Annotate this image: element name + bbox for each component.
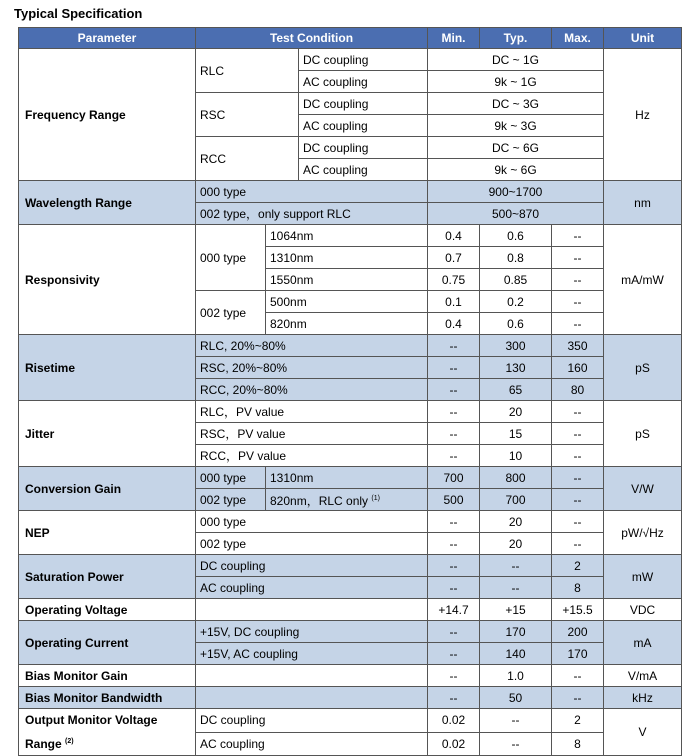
value-max: -- (552, 291, 604, 313)
cond-text: AC coupling (196, 577, 428, 599)
value-typ: 20 (480, 401, 552, 423)
value-range: DC ~ 1G (428, 49, 604, 71)
cond-000-type: 000 type (196, 225, 266, 291)
table-row (19, 511, 682, 533)
value-range: 500~870 (428, 203, 604, 225)
value-max: -- (552, 511, 604, 533)
unit-ps: pS (604, 401, 682, 467)
value-max: 170 (552, 643, 604, 665)
table-row (19, 621, 682, 643)
table-row (19, 665, 682, 687)
cond-rlc: RLC (196, 49, 299, 93)
value-min: 700 (428, 467, 480, 489)
value-max: 2 (552, 555, 604, 577)
cond-text: RLC，PV value (196, 401, 428, 423)
param-saturation-power: Saturation Power (19, 555, 196, 599)
value-range: 9k ~ 6G (428, 159, 604, 181)
cond-wavelength: 1064nm (266, 225, 428, 247)
value-max: -- (552, 423, 604, 445)
cond-ac-coupling: AC coupling (299, 159, 428, 181)
cond-wavelength: 820nm (266, 313, 428, 335)
header-test-condition: Test Condition (196, 28, 428, 49)
value-typ: 0.6 (480, 225, 552, 247)
unit-v-ma: V/mA (604, 665, 682, 687)
value-min: -- (428, 665, 480, 687)
param-bias-monitor-bandwidth: Bias Monitor Bandwidth (19, 687, 196, 709)
value-max: 160 (552, 357, 604, 379)
cond-wavelength-text: 820nm，RLC only (270, 493, 369, 508)
value-max: +15.5 (552, 599, 604, 621)
cond-wavelength: 1550nm (266, 269, 428, 291)
value-max: 8 (552, 577, 604, 599)
value-max: 350 (552, 335, 604, 357)
unit-ma: mA (604, 621, 682, 665)
value-min: -- (428, 335, 480, 357)
value-min: 0.1 (428, 291, 480, 313)
unit-v-w: V/W (604, 467, 682, 511)
spec-table (18, 27, 682, 756)
cond-wavelength: 1310nm (266, 467, 428, 489)
value-max: -- (552, 247, 604, 269)
value-typ: 10 (480, 445, 552, 467)
unit-nm: nm (604, 181, 682, 225)
cond-text: DC coupling (196, 555, 428, 577)
value-min: -- (428, 401, 480, 423)
cond-000-type: 000 type (196, 467, 266, 489)
cond-text (196, 599, 428, 621)
value-typ: -- (480, 709, 552, 733)
param-bias-monitor-gain: Bias Monitor Gain (19, 665, 196, 687)
value-typ: 130 (480, 357, 552, 379)
value-range: 9k ~ 1G (428, 71, 604, 93)
unit-vdc: VDC (604, 599, 682, 621)
value-min: 500 (428, 489, 480, 511)
value-min: -- (428, 621, 480, 643)
header-unit: Unit (604, 28, 682, 49)
value-max: -- (552, 269, 604, 291)
unit-ps: pS (604, 335, 682, 401)
cond-wavelength: 500nm (266, 291, 428, 313)
param-operating-voltage: Operating Voltage (19, 599, 196, 621)
value-max: 80 (552, 379, 604, 401)
unit-pw-rthz: pW/√Hz (604, 511, 682, 555)
value-max: 2 (552, 709, 604, 733)
cond-text (196, 665, 428, 687)
value-typ: 20 (480, 533, 552, 555)
footnote-mark: (2) (65, 738, 74, 745)
cond-text: 000 type (196, 511, 428, 533)
param-operating-current: Operating Current (19, 621, 196, 665)
value-typ: -- (480, 577, 552, 599)
table-row (19, 225, 682, 247)
value-typ: 0.85 (480, 269, 552, 291)
param-nep: NEP (19, 511, 196, 555)
value-min: 0.02 (428, 709, 480, 733)
footnote-mark: (1) (371, 494, 380, 502)
header-max: Max. (552, 28, 604, 49)
table-row (19, 555, 682, 577)
cond-text: RLC, 20%~80% (196, 335, 428, 357)
cond-text (196, 687, 428, 709)
param-conversion-gain: Conversion Gain (19, 467, 196, 511)
value-min: 0.7 (428, 247, 480, 269)
value-typ: -- (480, 555, 552, 577)
value-range: 900~1700 (428, 181, 604, 203)
cond-dc-coupling: DC coupling (299, 137, 428, 159)
value-typ: 800 (480, 467, 552, 489)
value-typ: 140 (480, 643, 552, 665)
cond-text: +15V, AC coupling (196, 643, 428, 665)
param-responsivity: Responsivity (19, 225, 196, 335)
value-min: 0.02 (428, 732, 480, 756)
value-typ: 50 (480, 687, 552, 709)
param-output-monitor-voltage-range (19, 709, 196, 756)
cond-wavelength (266, 489, 428, 511)
value-max: -- (552, 665, 604, 687)
param-wavelength-range: Wavelength Range (19, 181, 196, 225)
value-typ: 1.0 (480, 665, 552, 687)
value-min: -- (428, 555, 480, 577)
value-typ: 0.6 (480, 313, 552, 335)
unit-hz: Hz (604, 49, 682, 181)
value-typ: 170 (480, 621, 552, 643)
value-max: -- (552, 467, 604, 489)
param-name-text: Output Monitor Voltage Range (25, 713, 158, 751)
value-typ: 65 (480, 379, 552, 401)
value-min: 0.4 (428, 313, 480, 335)
table-row (19, 49, 682, 71)
value-range: DC ~ 3G (428, 93, 604, 115)
cond-wavelength: 1310nm (266, 247, 428, 269)
cond-000-type: 000 type (196, 181, 428, 203)
cond-text: 002 type (196, 533, 428, 555)
table-row (19, 335, 682, 357)
table-row (19, 401, 682, 423)
cond-text: +15V, DC coupling (196, 621, 428, 643)
unit-v: V (604, 709, 682, 756)
value-max: -- (552, 489, 604, 511)
value-typ: 300 (480, 335, 552, 357)
value-max: -- (552, 401, 604, 423)
value-min: -- (428, 423, 480, 445)
param-frequency-range: Frequency Range (19, 49, 196, 181)
value-typ: 0.2 (480, 291, 552, 313)
table-row (19, 687, 682, 709)
header-parameter: Parameter (19, 28, 196, 49)
cond-dc-coupling: DC coupling (299, 49, 428, 71)
cond-text: DC coupling (196, 709, 428, 733)
value-typ: +15 (480, 599, 552, 621)
header-min: Min. (428, 28, 480, 49)
cond-ac-coupling: AC coupling (299, 115, 428, 137)
value-min: -- (428, 511, 480, 533)
value-max: -- (552, 445, 604, 467)
value-min: 0.75 (428, 269, 480, 291)
table-row (19, 599, 682, 621)
value-typ: 0.8 (480, 247, 552, 269)
cond-text: RSC，PV value (196, 423, 428, 445)
value-max: -- (552, 225, 604, 247)
cond-rcc: RCC (196, 137, 299, 181)
cond-text: RCC, 20%~80% (196, 379, 428, 401)
cond-002-type: 002 type (196, 291, 266, 335)
value-min: -- (428, 643, 480, 665)
value-typ: 20 (480, 511, 552, 533)
table-row (19, 467, 682, 489)
value-min: +14.7 (428, 599, 480, 621)
value-min: 0.4 (428, 225, 480, 247)
value-typ: 700 (480, 489, 552, 511)
cond-rsc: RSC (196, 93, 299, 137)
value-min: -- (428, 379, 480, 401)
cond-text: RCC，PV value (196, 445, 428, 467)
value-min: -- (428, 357, 480, 379)
value-typ: 15 (480, 423, 552, 445)
cond-text: AC coupling (196, 732, 428, 756)
cond-002-type: 002 type (196, 489, 266, 511)
value-max: -- (552, 687, 604, 709)
value-min: -- (428, 577, 480, 599)
table-row (19, 181, 682, 203)
value-typ: -- (480, 732, 552, 756)
unit-ma-mw: mA/mW (604, 225, 682, 335)
cond-dc-coupling: DC coupling (299, 93, 428, 115)
value-range: 9k ~ 3G (428, 115, 604, 137)
cond-text: RSC, 20%~80% (196, 357, 428, 379)
value-max: 8 (552, 732, 604, 756)
param-risetime: Risetime (19, 335, 196, 401)
table-row (19, 709, 682, 733)
value-range: DC ~ 6G (428, 137, 604, 159)
value-max: -- (552, 313, 604, 335)
unit-mw: mW (604, 555, 682, 599)
section-title: Typical Specification (14, 6, 143, 21)
param-jitter: Jitter (19, 401, 196, 467)
cond-ac-coupling: AC coupling (299, 71, 428, 93)
value-min: -- (428, 687, 480, 709)
value-max: -- (552, 533, 604, 555)
cond-002-type: 002 type，only support RLC (196, 203, 428, 225)
value-max: 200 (552, 621, 604, 643)
value-min: -- (428, 445, 480, 467)
header-typ: Typ. (480, 28, 552, 49)
header-row (19, 28, 682, 49)
unit-khz: kHz (604, 687, 682, 709)
value-min: -- (428, 533, 480, 555)
